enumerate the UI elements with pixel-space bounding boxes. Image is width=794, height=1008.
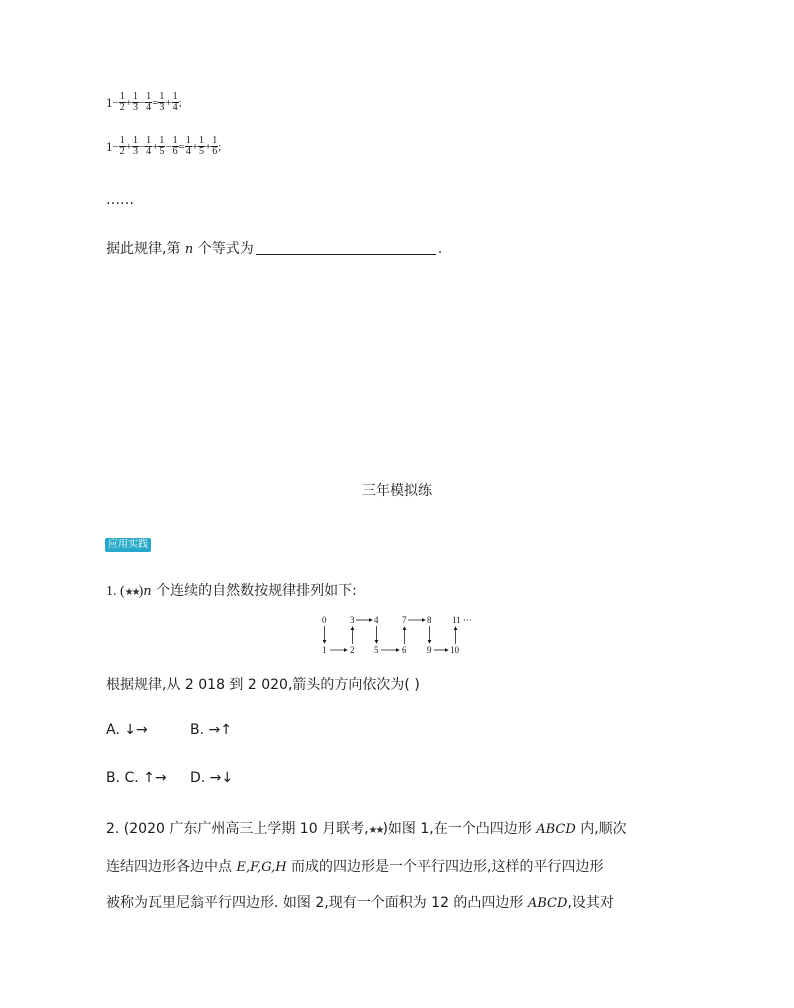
question-2-line-2 bbox=[106, 856, 604, 876]
question-close-paren: ) bbox=[138, 584, 144, 599]
question-text: 个连续的自然数按规律排列如下: bbox=[151, 583, 357, 599]
ellipsis: …… bbox=[106, 192, 134, 208]
diagram-top-5: 11 ··· bbox=[452, 615, 472, 625]
semicolon: ; bbox=[178, 96, 182, 109]
denominator: 4 bbox=[146, 102, 152, 113]
denominator: 3 bbox=[159, 102, 165, 113]
leading-one: 1 bbox=[106, 94, 113, 110]
numerator: 1 bbox=[132, 91, 138, 102]
diagram-bottom-4: 9 bbox=[427, 645, 432, 655]
difficulty-star-icon: ★★ bbox=[368, 825, 383, 836]
denominator: 4 bbox=[185, 146, 191, 157]
denominator: 6 bbox=[172, 146, 178, 157]
variable-n: n bbox=[143, 584, 152, 599]
diagram-top-3: 7 bbox=[402, 615, 407, 625]
difficulty-star-icon: ★★ bbox=[124, 587, 139, 598]
numerator: 1 bbox=[146, 135, 152, 146]
option-a[interactable]: A. ↓→ bbox=[106, 722, 148, 738]
diagram-top-1: 3 bbox=[350, 615, 355, 625]
q2-text-g: ,设其对 bbox=[567, 895, 614, 911]
operator: + bbox=[125, 140, 132, 153]
operator: − bbox=[112, 140, 119, 153]
operator: + bbox=[165, 96, 172, 109]
fraction bbox=[158, 136, 165, 157]
denominator: 5 bbox=[199, 146, 205, 157]
q2-text-d: 连结四边形各边中点 bbox=[106, 859, 237, 875]
fraction bbox=[145, 92, 152, 113]
denominator: 6 bbox=[212, 146, 218, 157]
numerator: 1 bbox=[132, 135, 138, 146]
operator: + bbox=[191, 140, 199, 153]
operator: + bbox=[152, 140, 159, 153]
fraction bbox=[158, 92, 165, 113]
numerator: 1 bbox=[146, 91, 152, 102]
quad-abcd-2: ABCD bbox=[527, 896, 568, 911]
fraction bbox=[185, 136, 192, 157]
diagram-top-0: 0 bbox=[322, 615, 327, 625]
fraction bbox=[119, 136, 126, 157]
option-c[interactable]: B. C. ↑→ bbox=[106, 770, 167, 786]
operator: − bbox=[112, 96, 119, 109]
q2-text-e: 而成的四边形是一个平行四边形,这样的平行四边形 bbox=[286, 859, 604, 875]
question-2-line-1 bbox=[106, 818, 627, 838]
numerator: 1 bbox=[185, 135, 191, 146]
variable-n: n bbox=[184, 242, 194, 257]
midpoints-efgh: E,F,G,H bbox=[236, 860, 287, 875]
fraction bbox=[211, 136, 218, 157]
option-b[interactable]: B. →↑ bbox=[190, 722, 232, 738]
operator: − bbox=[138, 96, 146, 109]
option-d[interactable]: D. →↓ bbox=[190, 770, 234, 786]
semicolon: ; bbox=[218, 140, 222, 153]
question-1-stem bbox=[106, 580, 357, 600]
pattern-prompt bbox=[106, 238, 442, 258]
operator: = bbox=[152, 96, 159, 109]
question-number: 1. ( bbox=[106, 584, 125, 599]
numerator: 1 bbox=[159, 135, 165, 146]
fraction bbox=[132, 136, 139, 157]
numerator: 1 bbox=[212, 135, 218, 146]
diagram-bottom-2: 5 bbox=[374, 645, 379, 655]
denominator: 2 bbox=[119, 146, 125, 157]
diagram-top-4: 8 bbox=[427, 615, 432, 625]
fraction bbox=[198, 136, 205, 157]
number-arrow-diagram bbox=[318, 614, 478, 658]
equation-2 bbox=[106, 136, 221, 157]
section-title: 三年模拟练 bbox=[362, 483, 432, 499]
diagram-bottom-5: 10 bbox=[450, 645, 459, 655]
denominator: 4 bbox=[172, 102, 178, 113]
numerator: 1 bbox=[119, 91, 125, 102]
denominator: 2 bbox=[119, 102, 125, 113]
fraction bbox=[145, 136, 152, 157]
quad-abcd: ABCD bbox=[536, 822, 576, 837]
numerator: 1 bbox=[159, 91, 165, 102]
diagram-bottom-0: 1 bbox=[322, 645, 327, 655]
operator: + bbox=[205, 140, 212, 153]
diagram-bottom-1: 2 bbox=[350, 645, 355, 655]
q2-text-c: 内,顺次 bbox=[575, 821, 627, 837]
denominator: 3 bbox=[132, 146, 138, 157]
prompt-text-2: 个等式为 bbox=[193, 241, 254, 257]
question-1-direction: 根据规律,从 2 018 到 2 020,箭头的方向依次为( ) bbox=[106, 677, 420, 693]
fraction bbox=[172, 92, 179, 113]
numerator: 1 bbox=[172, 91, 178, 102]
numerator: 1 bbox=[119, 135, 125, 146]
prompt-text: 据此规律,第 bbox=[106, 241, 185, 257]
numerator: 1 bbox=[172, 135, 178, 146]
fraction bbox=[119, 92, 126, 113]
operator: − bbox=[138, 140, 146, 153]
q2-text-f: 被称为瓦里尼翁平行四边形. 如图 2,现有一个面积为 12 的凸四边形 bbox=[106, 895, 528, 911]
denominator: 4 bbox=[146, 146, 152, 157]
operator: + bbox=[125, 96, 132, 109]
denominator: 5 bbox=[159, 146, 165, 157]
operator: − bbox=[165, 140, 172, 153]
operator: = bbox=[178, 140, 185, 153]
diagram-bottom-3: 6 bbox=[402, 645, 407, 655]
prompt-end: . bbox=[437, 241, 443, 257]
section-tag: 应用实践 bbox=[105, 538, 151, 552]
leading-one: 1 bbox=[106, 138, 113, 154]
fraction bbox=[132, 92, 139, 113]
denominator: 3 bbox=[132, 102, 138, 113]
question-2-line-3 bbox=[106, 892, 614, 912]
answer-blank[interactable] bbox=[256, 240, 436, 255]
q2-text-a: 2. (2020 广东广州高三上学期 10 月联考, bbox=[106, 821, 369, 837]
diagram-top-2: 4 bbox=[374, 615, 379, 625]
q2-text-b: )如图 1,在一个凸四边形 bbox=[382, 821, 537, 837]
equation-1 bbox=[106, 92, 182, 113]
numerator: 1 bbox=[199, 135, 205, 146]
fraction bbox=[172, 136, 179, 157]
